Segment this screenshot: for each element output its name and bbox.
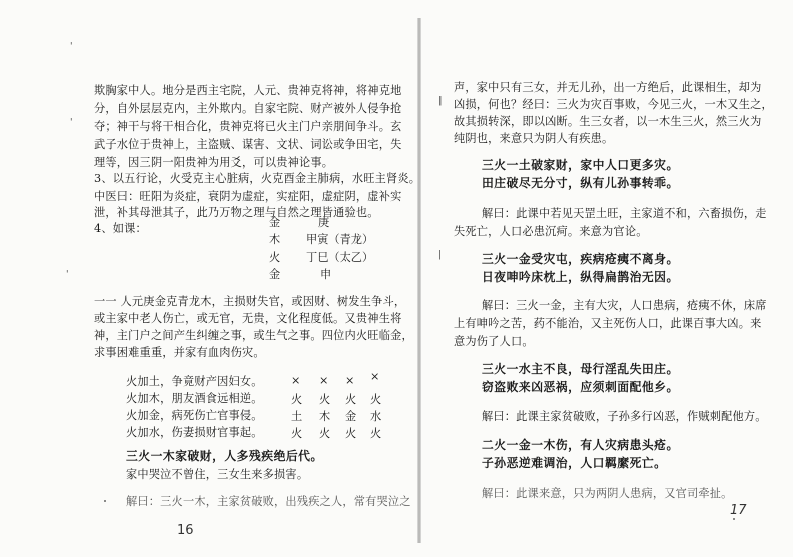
body-line: 神，主门户之间产生纠缠之事，或生气之事。四位内火旺临金，: [94, 329, 413, 342]
wuxing-mark: 火: [291, 427, 303, 440]
explanation-line: 解曰：三火一木，主家贫破败，出残疾之人，常有哭泣之: [126, 495, 411, 508]
explanation-line: 上有呻吟之苦，药不能治，又主死伤人口，此课百事大凶。来: [454, 317, 762, 330]
body-line: 欺胸家中人。地分是西主宅院，人元、贵神克将神，将神克地: [94, 84, 402, 97]
ke-cell: 甲寅（青龙）: [306, 233, 374, 246]
wuxing-mark: 火: [319, 393, 331, 406]
verse-line: 家中哭泣不曾住，三女生来多损害。: [126, 468, 309, 481]
verse-line: 田庄破尽无分寸，纵有儿孙事转乖。: [482, 176, 679, 190]
verse-line: 三火一金受灾屯，疾病疮痍不离身。: [482, 252, 679, 266]
scan-mark: ‖: [438, 96, 443, 106]
scan-speck: [104, 500, 106, 502]
explanation-line: 意为伤了人口。: [454, 335, 534, 348]
wuxing-mark: ×: [370, 370, 380, 383]
body-line: 故其损转深，即以凶断。生三女者，以一木生三火，然三火为: [454, 115, 762, 128]
ke-cell: 申: [320, 268, 332, 281]
scan-mark: ': [70, 118, 73, 128]
verse-line: 二火一金一木伤，有人灾病患头疮。: [482, 438, 679, 452]
page-number: 16: [177, 523, 194, 538]
body-line: 夺；神干与将干相合化，贵神克将已火主门户亲朋间争斗。玄: [94, 120, 402, 133]
explanation-line: 解曰：此课来意，只为两阴人患病，又官司牵扯。: [482, 487, 733, 500]
ke-cell: 庚: [318, 216, 338, 229]
body-line: 声，家中只有三女，并无儿孙，出一方绝后，此课相生，却为: [454, 81, 762, 94]
page-number: 17: [730, 503, 747, 518]
section-heading: 4、如课：: [94, 222, 147, 235]
verse-line: 三火一土破家财，家中人口更多灾。: [482, 158, 679, 172]
wuxing-row: 火加土，争竟财产因妇女。: [126, 375, 263, 388]
wuxing-mark: 木: [319, 410, 331, 423]
wuxing-mark: 火: [291, 393, 303, 406]
verse-line: 三火一水主不良，母行淫乱失田庄。: [482, 362, 679, 376]
body-line: 纯阴也，来意只为阴人有疾患。: [454, 132, 614, 145]
wuxing-mark: 火: [345, 393, 357, 406]
body-line: 凶损，何也？经曰：三火为灾百事败，今见三火，一木又生之，: [454, 98, 773, 111]
wuxing-mark: ×: [319, 374, 329, 387]
verse-line: 子孙恶逆难调治，人口羁縻死亡。: [482, 456, 667, 470]
body-line: 中医曰：旺阳为炎症，衰阴为虚症，实症阳，虚症阴，虚补实: [94, 190, 402, 203]
wuxing-mark: 火: [319, 427, 331, 440]
explanation-line: 解曰：此课中若见天罡土旺，主家道不和，六畜损伤，走: [482, 207, 767, 220]
verse-line: 窃盗败来凶恶祸，应须刺面配他乡。: [482, 380, 679, 394]
wuxing-mark: 火: [370, 427, 382, 440]
body-line: 3、以五行论，火受克主心脏病，火克酉金主肺病，水旺主肾炎。: [94, 172, 421, 185]
ke-cell: 丁巳（太乙）: [306, 251, 374, 264]
wuxing-mark: 金: [345, 410, 357, 423]
wuxing-row: 火加水，伤妻损财官事起。: [126, 426, 263, 439]
explanation-line: 解曰：此课主家贫破败，子孙多行凶恶，作贼刺配他方。: [482, 410, 767, 423]
explanation-line: 失死亡，人口必患沉疴。来意为官论。: [454, 225, 648, 238]
scan-mark: |: [438, 250, 442, 260]
body-line: 武子水位于贵神上，主盗贼、谋害、文状、词讼或争田宅，失: [94, 138, 402, 151]
body-line: 或主家中老人伤亡，或无官，无贵，文化程度低。又贵神生将: [94, 312, 402, 325]
wuxing-row: 火加金，病死伤亡官事侵。: [126, 409, 263, 422]
wuxing-mark: 水: [370, 410, 382, 423]
body-line: 求事困难重重，并家有血肉伤灾。: [94, 346, 265, 359]
wuxing-mark: 土: [291, 410, 303, 423]
scan-mark: ': [66, 270, 69, 280]
wuxing-row: 火加木，朋友酒食远相逆。: [126, 392, 263, 405]
verse-line: 日夜呻吟床枕上，纵得扁鹊治无因。: [482, 270, 679, 284]
right-page: [420, 0, 793, 557]
ke-cell: 火: [269, 251, 281, 264]
wuxing-mark: 火: [370, 393, 382, 406]
wuxing-mark: ×: [291, 374, 301, 387]
wuxing-mark: ×: [345, 374, 355, 387]
body-line: 泄，补其母泄其子，此乃万物之理与自然之理皆通验也。: [94, 206, 379, 219]
scan-mark: ': [70, 42, 73, 52]
ke-cell: 金: [269, 216, 281, 229]
explanation-line: 解曰：三火一金，主有大灾，人口患病，疮痍不休，床席: [482, 299, 767, 312]
ke-cell: 木: [269, 233, 281, 246]
ke-cell: 金: [269, 268, 281, 281]
body-line: 一一 人元庚金克青龙木，主损财失官，或因财、树发生争斗，: [94, 295, 406, 308]
scan-speck: [733, 518, 735, 520]
verse-line: 三火一木家破财，人多残疾绝后代。: [126, 449, 323, 463]
body-line: 理等，因三阴一阳贵神为用爻，可以贵神论事。: [94, 156, 334, 169]
body-line: 分，自外层层克内，主外欺内。自家宅院、财产被外人侵争抢: [94, 102, 402, 115]
wuxing-mark: 火: [345, 427, 357, 440]
